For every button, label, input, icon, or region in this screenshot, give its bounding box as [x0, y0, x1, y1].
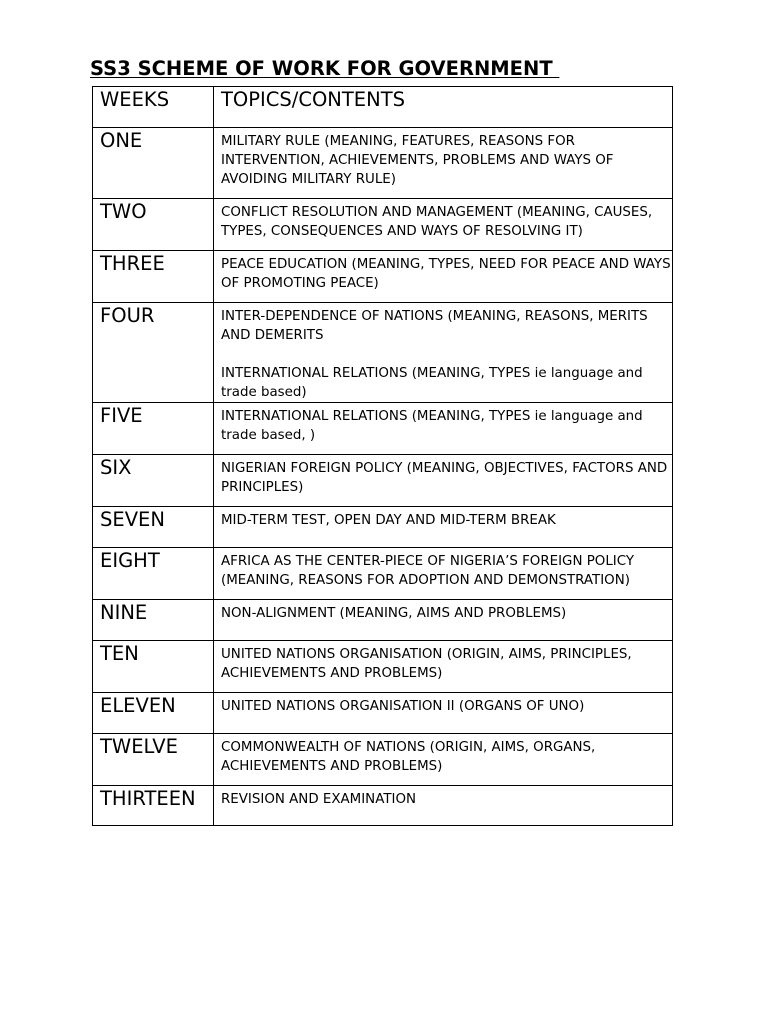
table-row — [93, 786, 673, 826]
table-row — [93, 507, 673, 548]
table-row — [93, 641, 673, 693]
week-cell: ONE — [93, 128, 214, 199]
week-cell: FOUR — [93, 303, 214, 403]
topic-cell: PEACE EDUCATION (MEANING, TYPES, NEED FOR PEACE AND WAYS OF PROMOTING PEACE) — [214, 251, 673, 303]
week-cell: ELEVEN — [93, 693, 214, 734]
topic-cell: COMMONWEALTH OF NATIONS (ORIGIN, AIMS, ORGANS, ACHIEVEMENTS AND PROBLEMS) — [214, 734, 673, 786]
topic-cell: MID-TERM TEST, OPEN DAY AND MID-TERM BREAK — [214, 507, 673, 548]
topic-cell: CONFLICT RESOLUTION AND MANAGEMENT (MEANING, CAUSES, TYPES, CONSEQUENCES AND WAYS OF RESOLVING IT) — [214, 199, 673, 251]
week-cell: EIGHT — [93, 548, 214, 600]
week-cell: TWO — [93, 199, 214, 251]
topic-cell: NIGERIAN FOREIGN POLICY (MEANING, OBJECTIVES, FACTORS AND PRINCIPLES) — [214, 455, 673, 507]
topic-cell: MILITARY RULE (MEANING, FEATURES, REASONS FOR INTERVENTION, ACHIEVEMENTS, PROBLEMS AND WAYS OF AVOIDING MILITARY RULE) — [214, 128, 673, 199]
scheme-table — [92, 86, 673, 826]
table-row — [93, 734, 673, 786]
topic-cell: REVISION AND EXAMINATION — [214, 786, 673, 826]
header-weeks: WEEKS — [93, 87, 214, 128]
table-row — [93, 455, 673, 507]
topic-cell: AFRICA AS THE CENTER-PIECE OF NIGERIA’S FOREIGN POLICY (MEANING, REASONS FOR ADOPTION AND DEMONSTRATION) — [214, 548, 673, 600]
table-row — [93, 403, 673, 455]
week-cell: TWELVE — [93, 734, 214, 786]
week-cell: SIX — [93, 455, 214, 507]
document-title: SS3 SCHEME OF WORK FOR GOVERNMENT — [90, 57, 560, 80]
header-topics: TOPICS/CONTENTS — [214, 87, 673, 128]
week-cell: TEN — [93, 641, 214, 693]
topic-cell: UNITED NATIONS ORGANISATION II (ORGANS OF UNO) — [214, 693, 673, 734]
table-row — [93, 548, 673, 600]
week-cell: NINE — [93, 600, 214, 641]
table-row — [93, 199, 673, 251]
week-cell: FIVE — [93, 403, 214, 455]
table-row — [93, 128, 673, 199]
topic-cell: INTER-DEPENDENCE OF NATIONS (MEANING, REASONS, MERITS AND DEMERITS INTERNATIONAL RELATIONS (MEANING, TYPES ie language and trade based) — [214, 303, 673, 403]
topic-cell: UNITED NATIONS ORGANISATION (ORIGIN, AIMS, PRINCIPLES, ACHIEVEMENTS AND PROBLEMS) — [214, 641, 673, 693]
table-row — [93, 693, 673, 734]
table-header-row — [93, 87, 673, 128]
topic-cell: NON-ALIGNMENT (MEANING, AIMS AND PROBLEMS) — [214, 600, 673, 641]
table-row — [93, 303, 673, 403]
week-cell: THIRTEEN — [93, 786, 214, 826]
table-row — [93, 600, 673, 641]
week-cell: SEVEN — [93, 507, 214, 548]
table-row — [93, 251, 673, 303]
week-cell: THREE — [93, 251, 214, 303]
topic-cell: INTERNATIONAL RELATIONS (MEANING, TYPES ie language and trade based, ) — [214, 403, 673, 455]
